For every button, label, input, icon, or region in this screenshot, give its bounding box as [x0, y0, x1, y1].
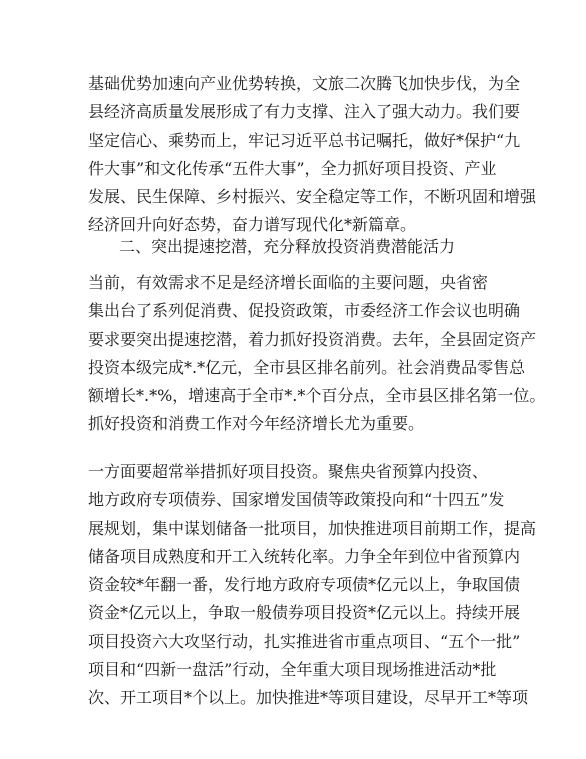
paragraph-2: [88, 269, 546, 439]
paragraph-line: 发展、民生保障、乡村振兴、安全稳定等工作，不断巩固和增强: [88, 187, 537, 207]
paragraph-line: 项目和“四新一盘活”行动，全年重大项目现场推进活动*批: [88, 660, 497, 680]
paragraph-line: 坚定信心、乘势而上，牢记习近平总书记嘱托，做好*保护“九: [88, 130, 521, 150]
paragraph-line: 额增长*.*%，增速高于全市*.*个百分点，全市县区排名第一位。: [88, 386, 546, 406]
paragraph-line: 资金较*年翻一番，发行地方政府专项债*亿元以上，争取国债: [88, 575, 521, 595]
paragraph-1: [88, 70, 537, 240]
paragraph-line: 资金*亿元以上，争取一般债券项目投资*亿元以上。持续开展: [88, 603, 521, 623]
paragraph-line: 要求要突出提速挖潜，着力抓好投资消费。去年，全县固定资产: [88, 329, 537, 349]
paragraph-line: 地方政府专项债券、国家增发国债等政策投向和“十四五”发: [88, 490, 505, 510]
section-heading: [88, 233, 516, 261]
paragraph-line: 次、开工项目*个以上。加快推进*等项目建设，尽早开工*等项: [88, 688, 529, 708]
paragraph-line: 经济回升向好态势，奋力谱写现代化*新篇章。: [88, 215, 417, 235]
paragraph-line: 集出台了系列促消费、促投资政策，市委经济工作会议也明确: [88, 301, 521, 321]
paragraph-line: 县经济高质量发展形成了有力支撑、注入了强大动力。我们要: [88, 102, 521, 122]
paragraph-line: 抓好投资和消费工作对今年经济增长尤为重要。: [88, 414, 425, 434]
paragraph-line: 展规划，集中谋划储备一批项目，加快推进项目前期工作，提高: [88, 518, 537, 538]
paragraph-line: 件大事”和文化传承“五件大事”，全力抓好项目投资、产业: [88, 158, 497, 178]
paragraph-line: 基础优势加速向产业优势转换，文旅二次腾飞加快步伐，为全: [88, 74, 521, 93]
paragraph-line: 当前，有效需求不足是经济增长面临的主要问题，央省密: [88, 273, 489, 292]
paragraph-line: 投资本级完成*.*亿元，全市县区排名前列。社会消费品零售总: [88, 357, 526, 377]
paragraph-line: 一方面要超常举措抓好项目投资。聚焦央省预算内投资、: [88, 462, 489, 481]
section-heading-text: 二、突出提速挖潜，充分释放投资消费潜能活力: [119, 237, 456, 256]
paragraph-line: 储备项目成熟度和开工入统转化率。力争全年到位中省预算内: [88, 546, 521, 566]
paragraph-line: 项目投资六大攻坚行动，扎实推进省市重点项目、“五个一批”: [88, 631, 521, 651]
paragraph-3: [88, 458, 537, 713]
